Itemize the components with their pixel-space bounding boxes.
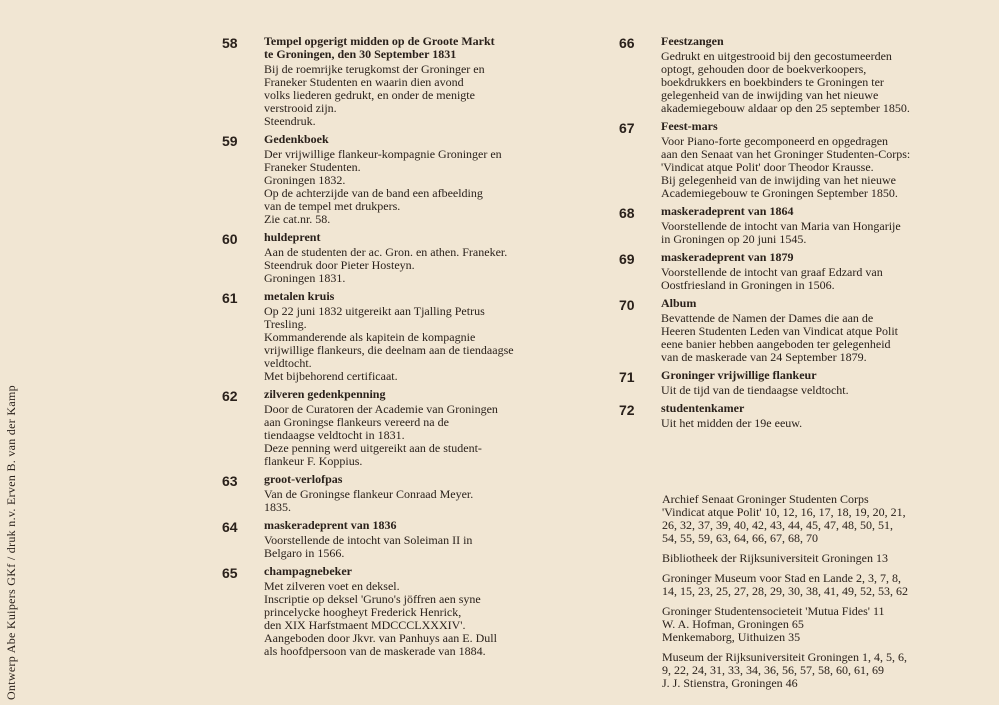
source-line: Groninger Studentensocieteit 'Mutua Fides' 11 bbox=[662, 604, 885, 618]
entry-description-line: Bevattende de Namen der Dames die aan de bbox=[661, 311, 874, 325]
entry-title-line: maskeradeprent van 1836 bbox=[264, 518, 397, 532]
entry-description-line: Zie cat.nr. 58. bbox=[264, 212, 331, 226]
entry-title bbox=[264, 35, 562, 61]
entry-description-line: Academiegebouw te Groningen September 1850. bbox=[661, 186, 898, 200]
entry-description-line: Met bijbehorend certificaat. bbox=[264, 369, 398, 383]
entry-number: 65 bbox=[222, 565, 238, 581]
entry-description-line: flankeur F. Koppius. bbox=[264, 454, 363, 468]
entry-title-line: champagnebeker bbox=[264, 564, 352, 578]
entry-description bbox=[264, 534, 562, 560]
source-block bbox=[662, 572, 982, 598]
entry-number: 63 bbox=[222, 473, 238, 489]
catalogue-entry bbox=[222, 565, 562, 658]
entry-number: 69 bbox=[619, 251, 635, 267]
entry-description-line: Der vrijwillige flankeur-kompagnie Groninger en bbox=[264, 147, 502, 161]
entry-description-line: Op 22 juni 1832 uitgereikt aan Tjalling Petrus bbox=[264, 304, 485, 318]
source-block bbox=[662, 605, 982, 644]
entry-number: 68 bbox=[619, 205, 635, 221]
sources-list bbox=[662, 493, 982, 697]
entry-title-line: Tempel opgerigt midden op de Groote Markt bbox=[264, 34, 495, 48]
entry-title-line: Feestzangen bbox=[661, 34, 724, 48]
entry-title-line: te Groningen, den 30 September 1831 bbox=[264, 47, 457, 61]
entry-title-line: metalen kruis bbox=[264, 289, 335, 303]
entry-description bbox=[264, 580, 562, 658]
entry-description bbox=[264, 148, 562, 226]
catalogue-entry bbox=[619, 35, 959, 115]
entry-description-line: Heeren Studenten Leden van Vindicat atque Polit bbox=[661, 324, 898, 338]
entry-description bbox=[264, 488, 562, 514]
entry-body bbox=[661, 297, 959, 364]
entry-description-line: aan den Senaat van het Groninger Studenten-Corps: bbox=[661, 147, 911, 161]
entry-description-line: Van de Groningse flankeur Conraad Meyer. bbox=[264, 487, 474, 501]
entry-title-line: Groninger vrijwillige flankeur bbox=[661, 368, 817, 382]
entry-description-line: veldtocht. bbox=[264, 356, 312, 370]
entry-description-line: Bij gelegenheid van de inwijding van het nieuwe bbox=[661, 173, 896, 187]
entry-title-line: groot-verlofpas bbox=[264, 472, 343, 486]
catalogue-entry bbox=[619, 251, 959, 292]
entry-body bbox=[661, 205, 959, 246]
entry-body bbox=[264, 473, 562, 514]
entry-description-line: Aan de studenten der ac. Gron. en athen. Franeker. bbox=[264, 245, 508, 259]
entry-body bbox=[661, 369, 959, 397]
entry-title-line: maskeradeprent van 1864 bbox=[661, 204, 794, 218]
entry-title bbox=[264, 290, 562, 303]
entry-description-line: Deze penning werd uitgereikt aan de student- bbox=[264, 441, 482, 455]
entry-number: 64 bbox=[222, 519, 238, 535]
entry-description-line: akademiegebouw aldaar op den 25 september 1850. bbox=[661, 101, 910, 115]
entry-body bbox=[264, 388, 562, 468]
entry-description-line: Voorstellende de intocht van Soleiman II in bbox=[264, 533, 473, 547]
source-line: 9, 22, 24, 31, 33, 34, 36, 56, 57, 58, 60, 61, 69 bbox=[662, 663, 884, 677]
entry-title-line: maskeradeprent van 1879 bbox=[661, 250, 794, 264]
catalogue-entry bbox=[222, 388, 562, 468]
entry-body bbox=[661, 120, 959, 200]
entry-description-line: verstrooid zijn. bbox=[264, 101, 337, 115]
entry-body bbox=[264, 35, 562, 128]
entry-body bbox=[661, 251, 959, 292]
source-block bbox=[662, 651, 982, 690]
entry-description-line: Uit de tijd van de tiendaagse veldtocht. bbox=[661, 383, 849, 397]
entry-description-line: volks liederen gedrukt, en onder de menigte bbox=[264, 88, 475, 102]
catalogue-entry bbox=[619, 297, 959, 364]
side-credit: Ontwerp Abe Kuipers GKf / druk n.v. Erven B. van der Kamp bbox=[4, 385, 18, 700]
source-line: 'Vindicat atque Polit' 10, 12, 16, 17, 18, 19, 20, 21, bbox=[662, 505, 906, 519]
entry-description-line: in Groningen op 20 juni 1545. bbox=[661, 232, 807, 246]
entry-number: 61 bbox=[222, 290, 238, 306]
entry-title-line: zilveren gedenkpenning bbox=[264, 387, 386, 401]
entry-description-line: Uit het midden der 19e eeuw. bbox=[661, 416, 803, 430]
entry-description-line: tiendaagse veldtocht in 1831. bbox=[264, 428, 405, 442]
entry-description-line: 1835. bbox=[264, 500, 291, 514]
entry-body bbox=[264, 133, 562, 226]
source-line: 54, 55, 59, 63, 64, 66, 67, 68, 70 bbox=[662, 531, 818, 545]
source-line: Museum der Rijksuniversiteit Groningen 1, 4, 5, 6, bbox=[662, 650, 907, 664]
right-column bbox=[619, 35, 959, 435]
entry-description-line: optogt, gehouden door de boekverkoopers, bbox=[661, 62, 867, 76]
entry-number: 71 bbox=[619, 369, 635, 385]
entry-title-line: Gedenkboek bbox=[264, 132, 329, 146]
catalogue-entry bbox=[619, 205, 959, 246]
catalogue-entry bbox=[222, 133, 562, 226]
source-block bbox=[662, 493, 982, 545]
entry-title bbox=[661, 35, 959, 48]
entry-number: 59 bbox=[222, 133, 238, 149]
entry-description-line: Voorstellende de intocht van graaf Edzard van bbox=[661, 265, 883, 279]
catalogue-entry bbox=[619, 402, 959, 430]
entry-description-line: Kommanderende als kapitein de kompagnie bbox=[264, 330, 476, 344]
catalogue-entry bbox=[619, 369, 959, 397]
entry-description-line: Aangeboden door Jkvr. van Panhuys aan E. Dull bbox=[264, 631, 497, 645]
source-line: 14, 15, 23, 25, 27, 28, 29, 30, 38, 41, 49, 52, 53, 62 bbox=[662, 584, 908, 598]
catalogue-entry bbox=[222, 290, 562, 383]
entry-number: 67 bbox=[619, 120, 635, 136]
entry-title bbox=[661, 402, 959, 415]
entry-title bbox=[264, 388, 562, 401]
entry-description-line: als hoofdpersoon van de maskerade van 1884. bbox=[264, 644, 486, 658]
entry-body bbox=[661, 35, 959, 115]
entry-title bbox=[661, 120, 959, 133]
entry-number: 58 bbox=[222, 35, 238, 51]
entry-description-line: Voor Piano-forte gecomponeerd en opgedragen bbox=[661, 134, 889, 148]
entry-title-line: Feest-mars bbox=[661, 119, 718, 133]
entry-description-line: van de maskerade van 24 September 1879. bbox=[661, 350, 867, 364]
source-line: Archief Senaat Groninger Studenten Corps bbox=[662, 492, 869, 506]
entry-description-line: boekdrukkers en boekbinders te Groningen ter bbox=[661, 75, 884, 89]
entry-description-line: Oostfriesland in Groningen in 1506. bbox=[661, 278, 835, 292]
entry-description bbox=[264, 63, 562, 128]
entry-description-line: Met zilveren voet en deksel. bbox=[264, 579, 400, 593]
entry-description bbox=[661, 220, 959, 246]
entry-description-line: van de tempel met drukpers. bbox=[264, 199, 401, 213]
entry-title-line: studentenkamer bbox=[661, 401, 745, 415]
entry-description-line: Belgaro in 1566. bbox=[264, 546, 345, 560]
entry-description-line: Voorstellende de intocht van Maria van Hongarije bbox=[661, 219, 901, 233]
source-line: 26, 32, 37, 39, 40, 42, 43, 44, 45, 47, 48, 50, 51, bbox=[662, 518, 893, 532]
entry-description-line: eene banier hebben aangeboden ter gelegenheid bbox=[661, 337, 891, 351]
source-line: W. A. Hofman, Groningen 65 bbox=[662, 617, 804, 631]
entry-description bbox=[661, 417, 959, 430]
entry-description-line: Steendruk door Pieter Hosteyn. bbox=[264, 258, 415, 272]
source-line: Groninger Museum voor Stad en Lande 2, 3, 7, 8, bbox=[662, 571, 901, 585]
source-line: Bibliotheek der Rijksuniversiteit Groningen 13 bbox=[662, 551, 888, 565]
entry-title-line: huldeprent bbox=[264, 230, 321, 244]
entry-description bbox=[264, 403, 562, 468]
entry-body bbox=[264, 290, 562, 383]
entry-body bbox=[264, 231, 562, 285]
entry-description bbox=[661, 266, 959, 292]
catalogue-entry bbox=[222, 519, 562, 560]
entry-number: 72 bbox=[619, 402, 635, 418]
entry-description-line: Tresling. bbox=[264, 317, 307, 331]
entry-description bbox=[264, 246, 562, 285]
entry-description-line: Franeker Studenten. bbox=[264, 160, 361, 174]
entry-title bbox=[264, 231, 562, 244]
entry-description bbox=[661, 50, 959, 115]
entry-number: 60 bbox=[222, 231, 238, 247]
entry-description-line: Op de achterzijde van de band een afbeelding bbox=[264, 186, 483, 200]
entry-description bbox=[661, 384, 959, 397]
entry-description bbox=[661, 312, 959, 364]
entry-title-line: Album bbox=[661, 296, 697, 310]
catalogue-entry bbox=[619, 120, 959, 200]
catalogue-entry bbox=[222, 473, 562, 514]
entry-description-line: Door de Curatoren der Academie van Groningen bbox=[264, 402, 498, 416]
entry-body bbox=[264, 565, 562, 658]
entry-description-line: Steendruk. bbox=[264, 114, 316, 128]
entry-description-line: aan Groningse flankeurs vereerd na de bbox=[264, 415, 449, 429]
entry-description-line: Bij de roemrijke terugkomst der Groninger en bbox=[264, 62, 485, 76]
entry-title bbox=[661, 251, 959, 264]
entry-description bbox=[264, 305, 562, 383]
entry-description bbox=[661, 135, 959, 200]
entry-description-line: Inscriptie op deksel 'Gruno's jöffren aen syne bbox=[264, 592, 481, 606]
entry-description-line: vrijwillige flankeurs, die deelnam aan de tiendaagse bbox=[264, 343, 514, 357]
entry-description-line: den XIX Harfstmaent MDCCCLXXXIV'. bbox=[264, 618, 466, 632]
left-column bbox=[222, 35, 562, 663]
entry-description-line: Groningen 1832. bbox=[264, 173, 346, 187]
entry-title bbox=[264, 473, 562, 486]
entry-title bbox=[264, 565, 562, 578]
entry-title bbox=[661, 205, 959, 218]
entry-body bbox=[661, 402, 959, 430]
entry-title bbox=[264, 519, 562, 532]
entry-description-line: gelegenheid van de inwijding van het nieuwe bbox=[661, 88, 879, 102]
source-line: Menkemaborg, Uithuizen 35 bbox=[662, 630, 801, 644]
entry-title bbox=[661, 297, 959, 310]
entry-description-line: Gedrukt en uitgestrooid bij den gecostumeerden bbox=[661, 49, 892, 63]
catalogue-entry bbox=[222, 35, 562, 128]
entry-number: 70 bbox=[619, 297, 635, 313]
entry-body bbox=[264, 519, 562, 560]
source-line: J. J. Stienstra, Groningen 46 bbox=[662, 676, 798, 690]
entry-description-line: Groningen 1831. bbox=[264, 271, 346, 285]
entry-title bbox=[661, 369, 959, 382]
entry-description-line: princelycke hoogheyt Frederick Henrick, bbox=[264, 605, 462, 619]
catalogue-entry bbox=[222, 231, 562, 285]
entry-description-line: Franeker Studenten en waarin dien avond bbox=[264, 75, 464, 89]
entry-title bbox=[264, 133, 562, 146]
entry-number: 62 bbox=[222, 388, 238, 404]
entry-number: 66 bbox=[619, 35, 635, 51]
entry-description-line: 'Vindicat atque Polit' door Theodor Krausse. bbox=[661, 160, 874, 174]
source-block bbox=[662, 552, 982, 565]
